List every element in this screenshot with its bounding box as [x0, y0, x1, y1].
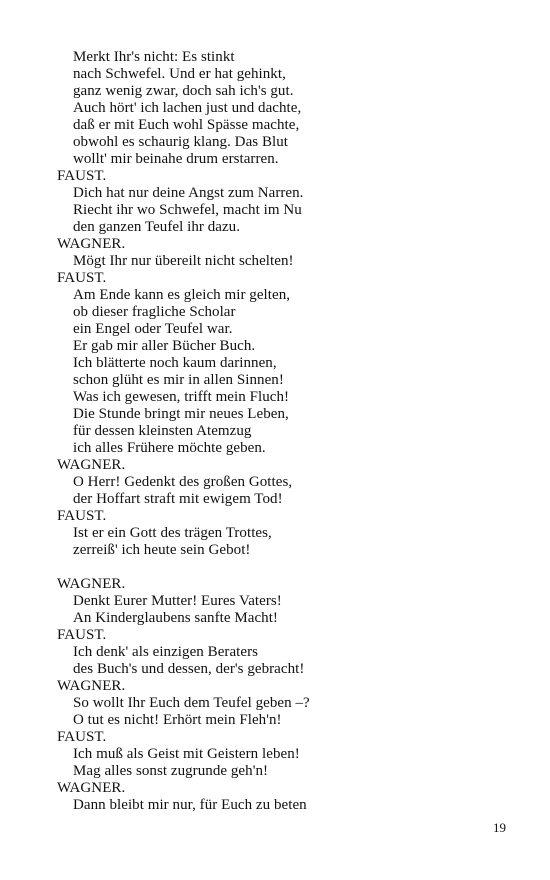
verse-line: O Herr! Gedenkt des großen Gottes, [73, 474, 293, 490]
verse-line: Mögt Ihr nur übereilt nicht schelten! [73, 253, 294, 269]
verse-line: ganz wenig zwar, doch sah ich's gut. [73, 83, 294, 99]
dialogue-text [57, 49, 527, 814]
verse-line: der Hoffart straft mit ewigem Tod! [73, 491, 283, 507]
verse-line: Was ich gewesen, trifft mein Fluch! [73, 389, 290, 405]
speaker-name: FAUST. [57, 627, 107, 643]
verse-line: An Kinderglaubens sanfte Macht! [73, 610, 278, 626]
stanza-gap [57, 559, 527, 576]
verse-line: für dessen kleinsten Atemzug [73, 423, 252, 439]
speaker-name: FAUST. [57, 508, 107, 524]
verse-line: zerreiß' ich heute sein Gebot! [73, 542, 251, 558]
verse-line: Riecht ihr wo Schwefel, macht im Nu [73, 202, 302, 218]
verse-line: Ich blätterte noch kaum darinnen, [73, 355, 277, 371]
verse-line: Dich hat nur deine Angst zum Narren. [73, 185, 304, 201]
verse-line: schon glüht es mir in allen Sinnen! [73, 372, 284, 388]
verse-line: den ganzen Teufel ihr dazu. [73, 219, 241, 235]
speaker-name: FAUST. [57, 729, 107, 745]
verse-line: nach Schwefel. Und er hat gehinkt, [73, 66, 286, 82]
verse-line: Mag alles sonst zugrunde geh'n! [73, 763, 269, 779]
speaker-name: WAGNER. [57, 678, 126, 694]
speaker-name: WAGNER. [57, 780, 126, 796]
page-number: 19 [493, 820, 506, 835]
verse-line: Denkt Eurer Mutter! Eures Vaters! [73, 593, 282, 609]
speaker-name: WAGNER. [57, 236, 126, 252]
verse-line: Dann bleibt mir nur, für Euch zu beten [73, 797, 307, 813]
verse-line: ich alles Frühere möchte geben. [73, 440, 266, 456]
verse-line: des Buch's und dessen, der's gebracht! [73, 661, 305, 677]
verse-line: daß er mit Euch wohl Spässe machte, [73, 117, 300, 133]
verse-line: Ich muß als Geist mit Geistern leben! [73, 746, 300, 762]
verse-line: Auch hört' ich lachen just und dachte, [73, 100, 302, 116]
verse-line: Am Ende kann es gleich mir gelten, [73, 287, 291, 303]
speaker-name: WAGNER. [57, 576, 126, 592]
verse-line: ein Engel oder Teufel war. [73, 321, 233, 337]
verse-line: obwohl es schaurig klang. Das Blut [73, 134, 289, 150]
verse-line: wollt' mir beinahe drum erstarren. [73, 151, 279, 167]
verse-line: So wollt Ihr Euch dem Teufel geben –? [73, 695, 310, 711]
verse-line: Die Stunde bringt mir neues Leben, [73, 406, 289, 422]
verse-line: Ich denk' als einzigen Beraters [73, 644, 259, 660]
speaker-name: WAGNER. [57, 457, 126, 473]
verse-line: ob dieser fragliche Scholar [73, 304, 236, 320]
verse-line: Ist er ein Gott des trägen Trottes, [73, 525, 272, 541]
speaker-name: FAUST. [57, 168, 107, 184]
speaker-name: FAUST. [57, 270, 107, 286]
verse-line: O tut es nicht! Erhört mein Fleh'n! [73, 712, 282, 728]
verse-line: Er gab mir aller Bücher Buch. [73, 338, 256, 354]
verse-line: Merkt Ihr's nicht: Es stinkt [73, 49, 235, 65]
